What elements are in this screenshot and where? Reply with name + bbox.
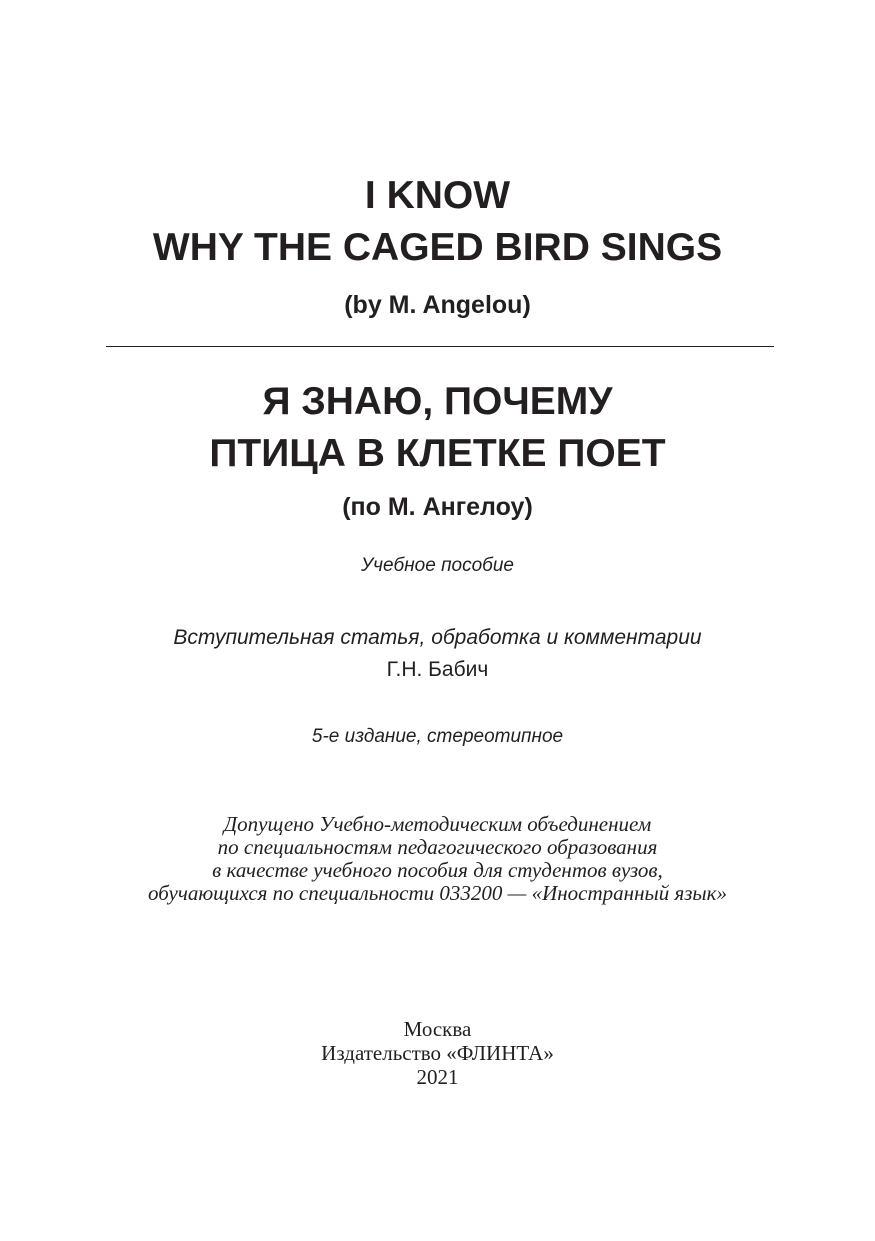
russian-title-line-1: Я ЗНАЮ, ПОЧЕМУ bbox=[262, 380, 613, 423]
imprint-publisher: Издательство «ФЛИНТА» bbox=[321, 1041, 554, 1065]
russian-title-line-2: ПТИЦА В КЛЕТКЕ ПОЕТ bbox=[209, 432, 666, 475]
english-author: (by M. Angelou) bbox=[344, 291, 531, 319]
edition-note: 5-е издание, стереотипное bbox=[311, 726, 564, 747]
title-divider bbox=[106, 346, 774, 347]
english-title-line-1: I KNOW bbox=[364, 174, 511, 217]
approval-line-4: обучающихся по специальности 033200 — «Иностранный язык» bbox=[148, 881, 727, 905]
russian-author: (по М. Ангелоу) bbox=[342, 493, 533, 521]
imprint-year: 2021 bbox=[416, 1065, 459, 1089]
approval-line-2: по специальностям педагогического образования bbox=[217, 835, 658, 859]
imprint-city: Москва bbox=[403, 1017, 472, 1041]
editor-name: Г.Н. Бабич bbox=[386, 658, 489, 681]
genre-label: Учебное пособие bbox=[360, 555, 514, 576]
english-title-line-2: WHY THE CAGED BIRD SINGS bbox=[152, 226, 723, 269]
credits-line: Вступительная статья, обработка и комментарии bbox=[173, 626, 702, 649]
approval-line-1: Допущено Учебно-методическим объединением bbox=[223, 812, 652, 836]
approval-line-3: в качестве учебного пособия для студентов вузов, bbox=[212, 858, 663, 882]
